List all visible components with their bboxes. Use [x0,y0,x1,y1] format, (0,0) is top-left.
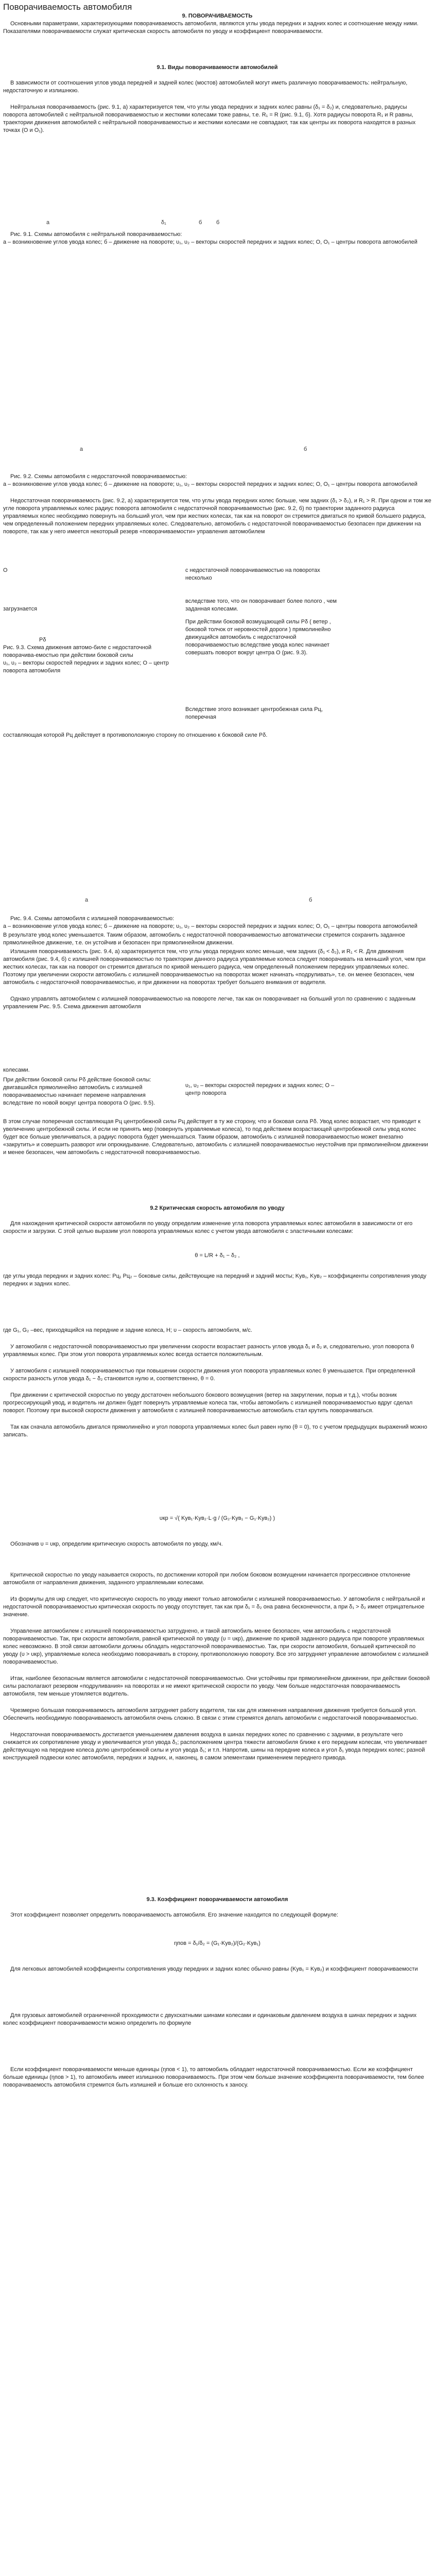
paragraph: Итак, наиболее безопасным является автомобили с недостаточной поворачиваемостью. Они устойчивы при прямолинейном движении, при действии боковой силы располагают резервом «подруливания» на поворотах и не имеют критической скорости по уводу. Чем больше недостаточная поворачиваемость автомобиля, тем меньше утомляется водитель. [3,1675,430,1697]
paragraph-block [3,1965,431,1974]
figure-description: а – возникновение углов увода колес; б – движение на повороте; υ₁, υ₂ – векторы скоростей передних и задних колес; О, О₁ – центры поворота автомобилей [3,481,417,487]
paragraph: При движении с критической скоростью по уводу достаточен небольшого бокового возмущения (ветер на закруглении, порыв и т.д.), чтобы возник прогрессирующий увод, и водитель ни должен будет повернуть управляемые колеса так, чтобы автомобиль с излишней поворачиваемостью вдруг сделал поворот. Поэтому при высокой скорости движения у автомобиля с излишней поворачиваемостью автомобиль стал крутить поворачиваться. [3,1392,413,1414]
paragraph-block [3,732,431,740]
figure-label: б [216,219,220,226]
figure-label: а [46,219,50,226]
figure-description: υ₁, υ₂ – векторы скоростей передних и задних колес; О – центр поворота автомобиля [3,660,169,674]
paragraph: Нейтральная поворачиваемость (рис. 9.1, а) характеризуется тем, что углы увода передних и задних колес равны (δ₁ = δ₂) и, следовательно, радиусы поворота автомобилей с нейтральной поворачиваемостью и жесткими колесами тоже равны, т.е. R₁ = R (рис. 9.1, б). Хотя радиусы поворота R₁ и R равны, траектории движения автомобилей с нейтральной поворачиваемостью и жесткими колесами не совпадают, так как центры их поворота находятся в разных точках (О и О₁). [3,104,416,133]
paragraph-block [3,1327,431,1440]
paragraph-block [3,1540,431,1549]
figure-label: а [85,897,89,903]
formula: υкр = √( Kув₁·Kув₂·L·g / (G₂·Kув₁ − G₁·Kув₂) ) [159,1515,275,1521]
figure-label: б [199,219,202,226]
text-line: При действии боковой возмущающей силы Pδ ( ветер , боковой толчок от неровностей дороги ) прямолинейно движущийся автомобиль с недостаточной поворачиваемостью вследствие увода колес начинает совершать поворот вокруг центра О (рис. 9.3). [185,619,331,656]
section-9-2 [3,1205,431,1236]
column-right-2 [185,706,340,721]
paragraph: Из формулы для υкр следует, что критическую скорость по уводу имеют только автомобили с излишней поворачиваемостью. У автомобиля с нейтральной и недостаточной поворачиваемостью критическая скорость по уводу отсутствует, так как при δ₁ = δ₂ она равна бесконечности, а при δ₁ > δ₂ имеет отрицательное значение. [3,1596,425,1618]
paragraph: Для грузовых автомобилей ограниченной проходимости с двухскатными шинами колесами и одинаковым давлением воздуха в шинах передних и задних колес коэффициент поворачиваемости можно определить по формуле [3,2012,417,2026]
paragraph: Для легковых автомобилей коэффициенты сопротивления уводу передних и задних колес обычно равны (Kув₁ = Kув₂) и коэффициент поворачиваемости [10,1966,418,1972]
paragraph: где углы увода передних и задних колес: Pц₁ Pц₂ – боковые силы, действующие на передний и задний мосты; Kув₁, Kув₂ – коэффициенты сопротивления уводу передних и задних колес. [3,1273,427,1287]
text-line: υ₁, υ₂ – векторы скоростей передних и задних колес; О – центр поворота [185,1082,335,1096]
paragraph: В этом случае поперечная составляющая Pц центробежной силы Pц действует в ту же сторону, что и боковая сила Pδ. Увод колес возрастает, что приводит к увеличению центробежной силы. И если не принять мер (повернуть управляемые колеса), то под действием возрастающей центробежной силы увод колес будет все больше увеличиваться, а радиус поворота будет уменьшаться. Таким образом, автомобиль с излишней поворачиваемостью может внезапно «закрутить» и совершить разворот или опрокидывание. Следовательно, автомобиль с излишней поворачиваемостью неустойчив при прямолинейном движении и менее безопасен, чем автомобиль с недостаточной поворачиваемостью. [3,1118,428,1156]
figure-description: а – возникновение углов увода колес; б – движение на повороте; υ₁, υ₂ – векторы скоростей передних и задних колес; О, О₁ – центры поворота автомобилей [3,239,417,245]
text-line: вследствие того, что он поворачивает более полого , чем заданная колесами. [185,598,337,612]
section-9 [3,12,431,37]
figure-caption: Рис. 9.1. Схемы автомобиля с нейтральной поворачиваемостью: [10,231,182,238]
paragraph: У автомобиля с недостаточной поворачиваемостью при увеличении скорости возрастает разность углов увода δ₁ и δ₂ и, следовательно, угол поворота θ управляемых колес. При этом угол поворота управляемых колес всегда остается положительным. [3,1344,414,1358]
figure-9-4-labels [0,896,436,907]
paragraph: где G₁, G₂ –вес, приходящийся на передние и задние колеса, H; υ – скорость автомобиля, м/с. [3,1327,252,1333]
section-9-1 [3,64,431,135]
text-line: При действии боковой силы Pδ действие боковой силы: [3,1077,151,1083]
figure-9-2-caption-block [3,473,431,537]
paragraph: В результате увод колес уменьшается. Таким образом, автомобиль с недостаточной поворачиваемостью автоматически стремится сохранить заданное прямолинейное движение, т.е. он устойчив и безопасен при прямолинейном движении. [3,932,405,946]
text-line: колесами. [3,1067,30,1073]
formula-1 [3,1252,431,1260]
paragraph: Критической скоростью по уводу называется скорость, по достижении которой при любом боковом возмущении начинается прогрессивное отклонение автомобиля от направления движения, заданного управляемыми колесами. [3,1572,411,1586]
text-line: вследствие по новой вокруг центра поворота О (рис. 9.5). [3,1100,155,1106]
paragraph: Если коэффициент поворачиваемости меньше единицы (ηпов < 1), то автомобиль обладает недостаточной поворачиваемостью. Если же коэффициент больше единицы (ηпов > 1), то автомобиль имеет излишнюю поворачиваемость. При этом чем больше значение коэффициента поворачиваемости, тем более поворачиваемость автомобиля стремится быть излишней и больше его склонность к заносу. [3,2066,424,2088]
paragraph: составляющая которой Pц действует в противоположную сторону по отношению к боковой силе Pδ. [3,732,268,738]
paragraph: Недостаточная поворачиваемость достигается уменьшением давления воздуха в шинах передних колес по сравнению с задними, в результате чего снижается их сопротивление уводу и увеличивается угол увода δ₁; расположением центра тяжести автомобиля ближе к его передним колесам, что увеличивает действующую на передние колеса долю центробежной силы и угол увода δ₁; и т.п. Напротив, шины на передние колеса и угол δ₁ увода передних колес; разной конструкцией подвески колес автомобиля, передних и задних, и, наконец, в самом элементами применением переднего привода. [3,1732,427,1761]
figure-label: Pδ [39,637,46,643]
section-heading: 9.1. Виды поворачиваемости автомобилей [156,64,278,71]
column-left-2 [3,636,173,675]
figure-9-1-labels [0,219,436,229]
figure-caption: Рис. 9.4. Схемы автомобиля с излишней поворачиваемостью: [10,916,175,922]
paragraph: У автомобиля с излишней поворачиваемостью при повышении скорости движения угол поворота управляемых колес θ уменьшается. При определенной скорости разность углов увода δ₁ − δ₂ становится нулю и, соответственно, θ = 0. [3,1368,415,1382]
figure-label: б [304,446,307,452]
paragraph: В зависимости от соотношения углов увода передней и задней колес (мостов) автомобилей могут иметь различную поворачиваемость: нейтральную, недостаточную и излишнюю. [3,80,408,94]
figure-label: б [309,897,312,903]
page-title: Поворачиваемость автомобиля [3,2,132,12]
figure-label: δ₁ [161,219,166,226]
figure-caption: Рис. 9.3. Схема движения автомо-биле с недостаточной поворачива-емостью при действии боковой силы [3,645,152,658]
figure-9-4-caption-block [3,915,431,1012]
paragraph: Чрезмерно большая поворачиваемость автомобиля затрудняет работу водителя, так как для изменения направления движения требуется большой угол. Обеспечить необходимую поворачиваемость автомобиля очень сложно. В связи с этим стремятся делать автомобили с недостаточной поворачиваемостью. [3,1707,418,1721]
text-line: Вследствие этого возникает центробежная сила Pц, поперечная [185,706,323,720]
figure-9-2-labels [0,446,436,456]
formula-2 [3,1515,431,1522]
column-right-1 [185,567,340,657]
section-heading: 9.2 Критическая скорость автомобиля по уводу [150,1205,285,1211]
paragraph-block [3,1273,431,1289]
paragraph: Основными параметрами, характеризующими поворачиваемость автомобиля, являются углы увода передних и задних колес и соотношение между ними. Показателями поворачиваемости служат критическая скорость автомобиля по уводу и коэффициент поворачиваемости. [3,21,418,35]
paragraph: Излишняя поворачиваемость (рис. 9.4, а) характеризуется тем, что углы увода передних колес меньше, чем задних (δ₁ < δ₂), и R₁ < R. Для движения автомобиля (рис. 9.4, б) с излишней поворачиваемостью по траектории данного радиуса управляемые колеса следует поворачивать на меньший угол, чем при жестких колесах, так как на поворот он стремится двигаться по кривой меньшего радиуса, чем определенный положением передних управляемых колес. Поэтому при увеличении скорости автомобиль с излишней поворачиваемостью на поворотах может начинать «подруливать», т.е. он менее безопасен, чем автомобиль с недостаточной поворачиваемостью, и при движении на поворотах требует большего внимания от водителя. [3,948,426,986]
paragraph: Этот коэффициент позволяет определить поворачиваемость автомобиля. Его значение находится по следующей формуле: [10,1912,339,1918]
paragraph: Однако управлять автомобилем с излишней поворачиваемостью на повороте легче, так как он поворачивает на больший угол по сравнению с заданным управлением Рис. 9.5. Схема движения автомобиля [3,996,416,1010]
column-left-3 [3,1066,173,1107]
paragraph-block [3,2066,431,2090]
paragraph: Так как сначала автомобиль двигался прямолинейно и угол поворота управляемых колес был равен нулю (θ = 0), то с учетом предыдущих выражений можно записать. [3,1424,427,1438]
text-line: с недостаточной поворачиваемостью на поворотах несколько [185,567,320,581]
paragraph-block [3,1118,431,1158]
section-heading: 9.3. Коэффициент поворачиваемости автомобиля [146,1896,288,1903]
figure-label: а [80,446,83,452]
formula: ηпов = δ₁/δ₂ = (G₁·Kув₂)/(G₂·Kув₁) [174,1940,260,1946]
paragraph-block [3,2012,431,2028]
column-right-3 [185,1082,340,1097]
text-line: загрузнается [3,606,38,612]
paragraph: Недостаточная поворачиваемость (рис. 9.2, а) характеризуется тем, что углы увода передних колес больше, чем задних (δ₁ > δ₂), и R₁ > R. При одном и том же угле поворота управляемых колес радиус поворота автомобиля с недостаточной поворачиваемостью (рис. 9.2, б) по траектории заданного радиуса управляемых колес необходимо повернуть на больший угол, чем при жестких колесах, так как на поворот он стремится двигаться по кривой большего радиуса, чем определенный положением передних управляемых колес. Следовательно, автомобиль с недостаточной поворачиваемостью безопасен при движении на повороте, так как у него имеется некоторый резерв «поворачиваемости» управления автомобилем [3,498,431,535]
section-heading: 9. ПОВОРАЧИВАЕМОСТЬ [182,13,253,19]
text-line: двигавшийся прямолинейно автомобиль с излишней [3,1084,143,1091]
section-9-3 [3,1896,431,1920]
figure-label: О [3,567,8,573]
paragraph-block [3,1571,431,1763]
figure-caption: Рис. 9.2. Схемы автомобиля с недостаточной поворачиваемостью: [10,473,187,480]
paragraph: Обозначив υ = υкр, определим критическую скорость автомобиля по уводу, км/ч. [10,1541,223,1547]
column-left-1 [3,567,158,613]
figure-description: а – возникновение углов увода колес; б – движение на повороте; υ₁, υ₂ – векторы скоростей передних и задних колес; О, О₁ – центры поворота автомобилей [3,923,417,929]
paragraph: Управление автомобилем с излишней поворачиваемостью затруднено, и такой автомобиль менее безопасен, чем автомобиль с недостаточной поворачиваемостью. Так, при скорости автомобиля, равной критической по уводу (υ = υкр), движение по кривой заданного радиуса при повороте управляемых колес невозможно. В этой связи автомобили должны обладать недостаточной поворачиваемостью. Так, при скорости автомобиля, большей критической по уводу (υ > υкр), управляемые колеса необходимо поворачивать в сторону, противоположную повороту. Все это затрудняет управление автомобилем с излишней поворачиваемостью. [3,1628,429,1665]
paragraph: Для нахождения критической скорости автомобиля по уводу определим изменение угла поворота управляемых колес автомобиля в зависимости от его скорости и загрузки. С этой целью выразим угол поворота управляемых колес с учетом увода автомобиля с эластичными колесами: [3,1221,413,1234]
text-line: поворачиваемостью начинает перемене направления [3,1092,146,1098]
formula: θ = L/R + δ₁ − δ₂ , [195,1252,240,1259]
figure-9-1-caption-block [3,231,431,247]
formula-3 [3,1940,431,1947]
